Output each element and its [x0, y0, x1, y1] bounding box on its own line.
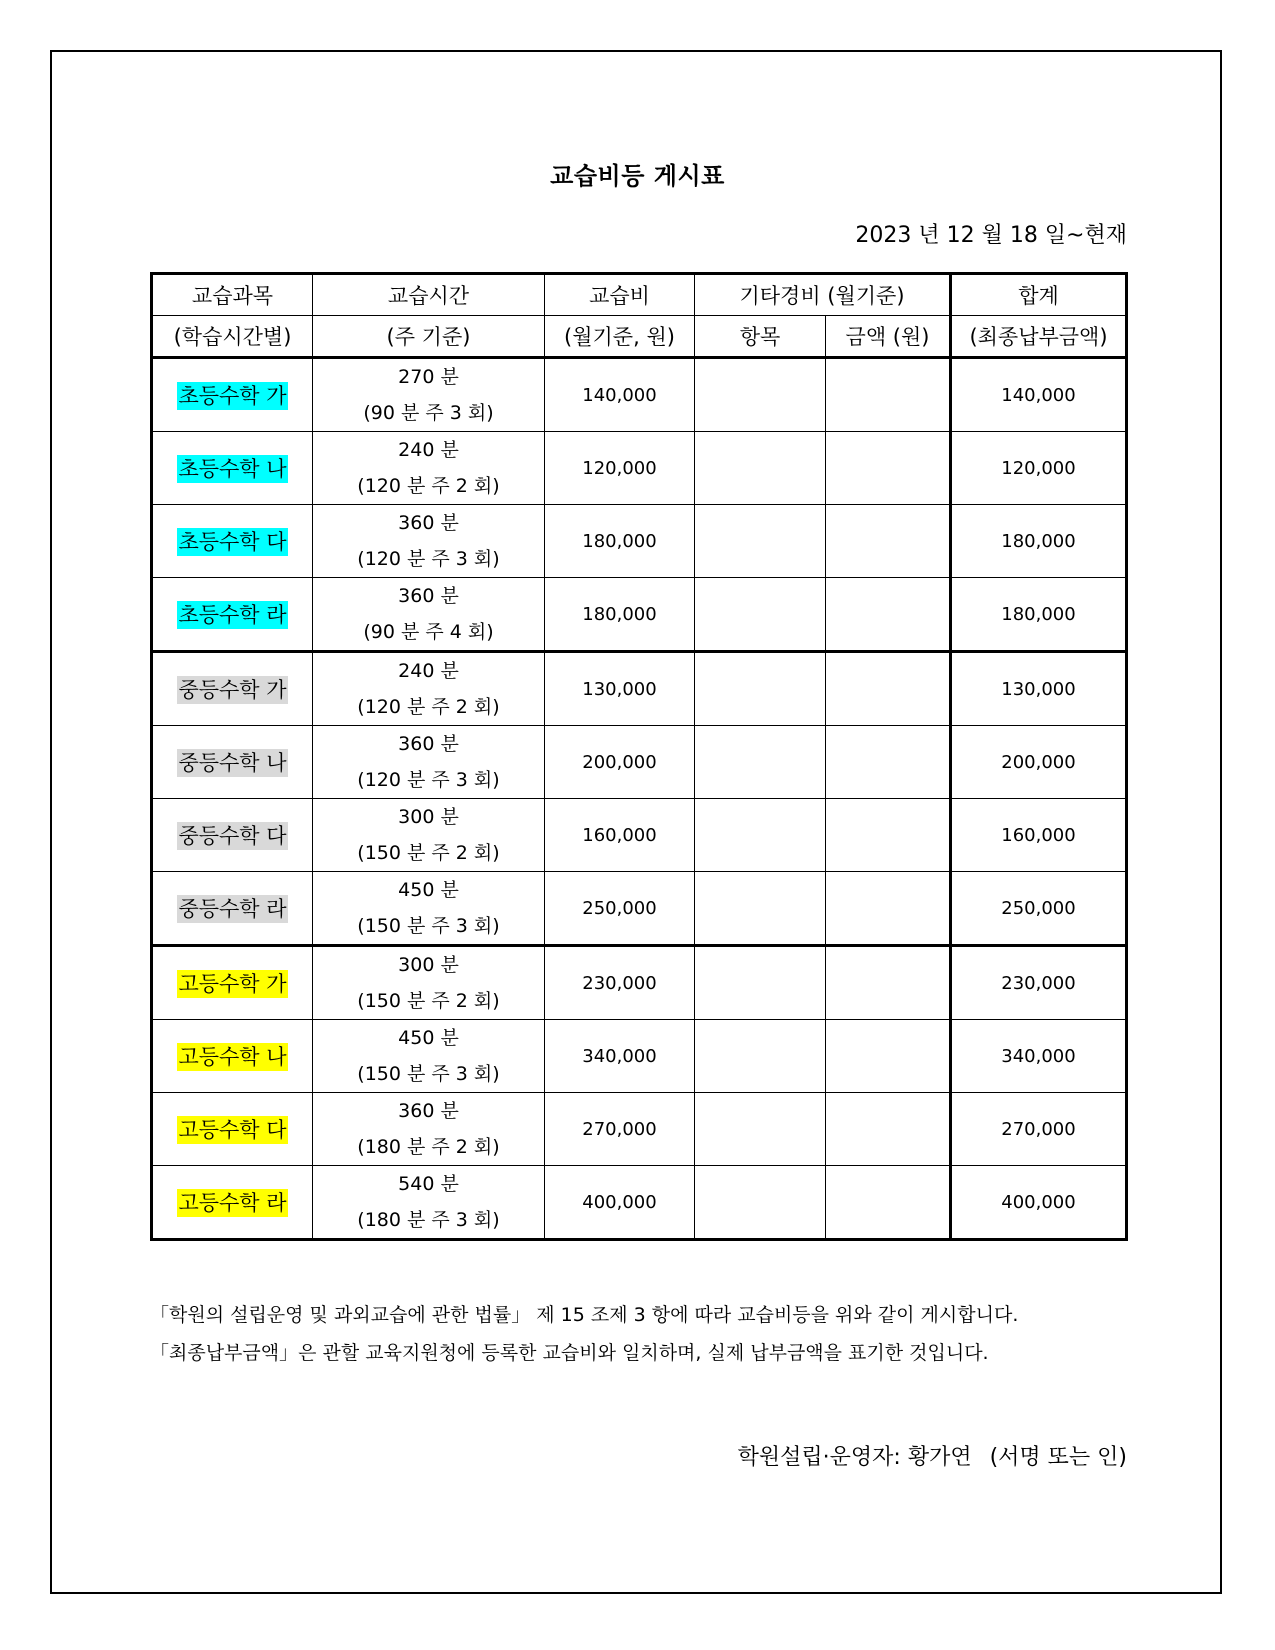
- table-row: [152, 432, 1127, 505]
- total-cell: 160,000: [951, 799, 1127, 872]
- subject-name: 중등수학 나: [178, 751, 287, 775]
- other-amount-cell: [826, 652, 951, 726]
- time-total: 540 분: [398, 1173, 459, 1195]
- time-total: 300 분: [398, 806, 459, 828]
- header-subject-line2: (학습시간별): [152, 316, 313, 358]
- time-detail: (150 분 주 2 회): [357, 990, 500, 1012]
- fee-cell: 230,000: [545, 946, 695, 1020]
- legal-notice: 「학원의 설립운영 및 과외교습에 관한 법률」 제 15 조제 3 항에 따라 교습비등을 위와 같이 게시합니다.: [150, 1304, 1019, 1326]
- other-item-cell: [695, 358, 826, 432]
- time-cell: [313, 726, 545, 799]
- table-row: [152, 505, 1127, 578]
- other-item-cell: [695, 505, 826, 578]
- other-item-cell: [695, 799, 826, 872]
- other-item-cell: [695, 1020, 826, 1093]
- time-detail: (180 분 주 2 회): [357, 1136, 500, 1158]
- header-total-line2: (최종납부금액): [951, 316, 1127, 358]
- subject-name: 초등수학 나: [178, 457, 287, 481]
- fee-cell: 270,000: [545, 1093, 695, 1166]
- time-cell: [313, 1020, 545, 1093]
- time-detail: (120 분 주 2 회): [357, 475, 500, 497]
- time-cell: [313, 432, 545, 505]
- time-detail: (120 분 주 2 회): [357, 696, 500, 718]
- other-item-cell: [695, 1093, 826, 1166]
- time-detail: (90 분 주 4 회): [363, 621, 494, 643]
- subject-name: 중등수학 다: [178, 824, 287, 848]
- time-total: 360 분: [398, 733, 459, 755]
- subject-name: 중등수학 가: [178, 678, 287, 702]
- subject-cell: [152, 1166, 313, 1240]
- fee-cell: 180,000: [545, 578, 695, 652]
- subject-cell: [152, 1093, 313, 1166]
- subject-cell: [152, 578, 313, 652]
- table-row: [152, 726, 1127, 799]
- other-item-cell: [695, 578, 826, 652]
- time-detail: (150 분 주 2 회): [357, 842, 500, 864]
- time-total: 360 분: [398, 512, 459, 534]
- final-amount-notice: 「최종납부금액」은 관할 교육지원청에 등록한 교습비와 일치하며, 실제 납부금액을 표기한 것입니다.: [150, 1342, 989, 1364]
- time-cell: [313, 358, 545, 432]
- other-amount-cell: [826, 872, 951, 946]
- total-cell: 140,000: [951, 358, 1127, 432]
- other-item-cell: [695, 652, 826, 726]
- time-cell: [313, 505, 545, 578]
- other-amount-cell: [826, 578, 951, 652]
- header-other-expenses: 기타경비 (월기준): [695, 274, 951, 316]
- total-cell: 250,000: [951, 872, 1127, 946]
- header-time-line1: 교습시간: [313, 274, 545, 316]
- time-detail: (90 분 주 3 회): [363, 402, 494, 424]
- other-amount-cell: [826, 505, 951, 578]
- time-detail: (180 분 주 3 회): [357, 1209, 500, 1231]
- time-cell: [313, 946, 545, 1020]
- fee-cell: 180,000: [545, 505, 695, 578]
- time-detail: (120 분 주 3 회): [357, 769, 500, 791]
- subject-name: 고등수학 라: [178, 1191, 287, 1215]
- time-detail: (150 분 주 3 회): [357, 1063, 500, 1085]
- other-amount-cell: [826, 358, 951, 432]
- total-cell: 230,000: [951, 946, 1127, 1020]
- total-cell: 200,000: [951, 726, 1127, 799]
- fee-cell: 250,000: [545, 872, 695, 946]
- time-total: 360 분: [398, 1100, 459, 1122]
- total-cell: 180,000: [951, 505, 1127, 578]
- header-other-amount: 금액 (원): [826, 316, 951, 358]
- time-total: 270 분: [398, 366, 459, 388]
- header-fee-line1: 교습비: [545, 274, 695, 316]
- fee-table: [150, 272, 1128, 1241]
- subject-cell: [152, 432, 313, 505]
- fee-cell: 140,000: [545, 358, 695, 432]
- subject-name: 고등수학 다: [178, 1118, 287, 1142]
- fee-cell: 340,000: [545, 1020, 695, 1093]
- table-row: [152, 872, 1127, 946]
- fee-cell: 400,000: [545, 1166, 695, 1240]
- other-amount-cell: [826, 946, 951, 1020]
- subject-cell: [152, 1020, 313, 1093]
- other-item-cell: [695, 726, 826, 799]
- subject-name: 고등수학 가: [178, 972, 287, 996]
- time-cell: [313, 799, 545, 872]
- fee-cell: 200,000: [545, 726, 695, 799]
- table-row: [152, 799, 1127, 872]
- total-cell: 120,000: [951, 432, 1127, 505]
- time-cell: [313, 1093, 545, 1166]
- fee-cell: 130,000: [545, 652, 695, 726]
- operator-name: 학원설립·운영자: 황가연: [737, 1445, 972, 1470]
- page-title: 교습비등 게시표: [550, 162, 725, 190]
- fee-cell: 120,000: [545, 432, 695, 505]
- time-total: 360 분: [398, 585, 459, 607]
- header-other-item: 항목: [695, 316, 826, 358]
- subject-name: 고등수학 나: [178, 1045, 287, 1069]
- table-row: [152, 1020, 1127, 1093]
- other-item-cell: [695, 432, 826, 505]
- other-amount-cell: [826, 1166, 951, 1240]
- time-total: 300 분: [398, 954, 459, 976]
- time-total: 450 분: [398, 879, 459, 901]
- table-row: [152, 578, 1127, 652]
- header-total-line1: 합계: [951, 274, 1127, 316]
- subject-cell: [152, 505, 313, 578]
- subject-cell: [152, 652, 313, 726]
- total-cell: 400,000: [951, 1166, 1127, 1240]
- fee-cell: 160,000: [545, 799, 695, 872]
- time-detail: (150 분 주 3 회): [357, 915, 500, 937]
- other-amount-cell: [826, 432, 951, 505]
- subject-name: 초등수학 라: [178, 603, 287, 627]
- other-item-cell: [695, 946, 826, 1020]
- subject-cell: [152, 358, 313, 432]
- signature-note: (서명 또는 인): [989, 1445, 1127, 1470]
- time-cell: [313, 652, 545, 726]
- other-amount-cell: [826, 1093, 951, 1166]
- other-item-cell: [695, 872, 826, 946]
- subject-cell: [152, 799, 313, 872]
- time-detail: (120 분 주 3 회): [357, 548, 500, 570]
- header-time-line2: (주 기준): [313, 316, 545, 358]
- other-item-cell: [695, 1166, 826, 1240]
- operator-signature-line: [738, 1440, 1127, 1471]
- time-cell: [313, 872, 545, 946]
- time-total: 240 분: [398, 660, 459, 682]
- total-cell: 340,000: [951, 1020, 1127, 1093]
- time-total: 450 분: [398, 1027, 459, 1049]
- other-amount-cell: [826, 726, 951, 799]
- subject-cell: [152, 872, 313, 946]
- total-cell: 130,000: [951, 652, 1127, 726]
- other-amount-cell: [826, 1020, 951, 1093]
- table-row: [152, 358, 1127, 432]
- subject-name: 초등수학 다: [178, 530, 287, 554]
- table-row: [152, 1166, 1127, 1240]
- table-row: [152, 946, 1127, 1020]
- subject-name: 중등수학 라: [178, 897, 287, 921]
- time-cell: [313, 578, 545, 652]
- other-amount-cell: [826, 799, 951, 872]
- total-cell: 180,000: [951, 578, 1127, 652]
- time-total: 240 분: [398, 439, 459, 461]
- header-subject-line1: 교습과목: [152, 274, 313, 316]
- effective-date: 2023 년 12 월 18 일~현재: [855, 223, 1127, 248]
- time-cell: [313, 1166, 545, 1240]
- table-row: [152, 652, 1127, 726]
- subject-cell: [152, 946, 313, 1020]
- total-cell: 270,000: [951, 1093, 1127, 1166]
- subject-name: 초등수학 가: [178, 384, 287, 408]
- header-fee-line2: (월기준, 원): [545, 316, 695, 358]
- subject-cell: [152, 726, 313, 799]
- table-row: [152, 1093, 1127, 1166]
